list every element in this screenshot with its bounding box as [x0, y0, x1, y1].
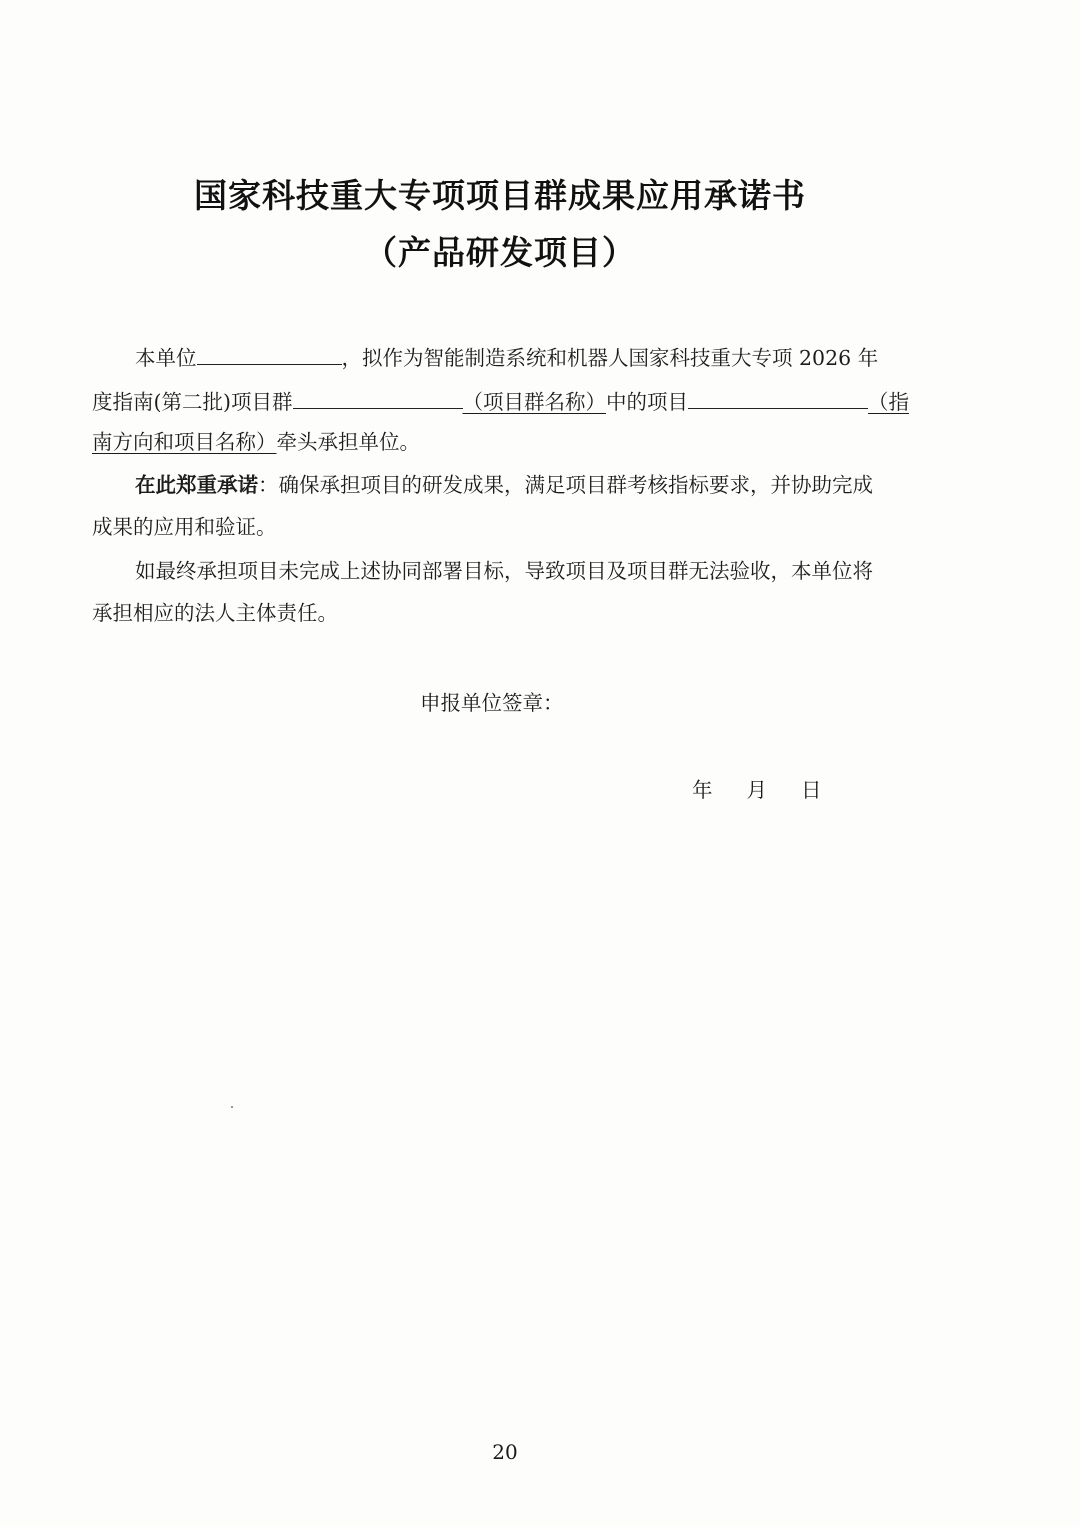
paragraph1-text-c: 中的项目	[606, 390, 688, 414]
paragraph3-line2: 承担相应的法人主体责任。	[92, 601, 338, 625]
guide-direction-hint-end: 南方向和项目名称）	[92, 430, 277, 454]
document-subtitle: （产品研发项目）	[364, 233, 636, 272]
signature-label: 申报单位签章：	[420, 691, 564, 715]
commitment-label: 在此郑重承诺	[135, 473, 258, 497]
document-title: 国家科技重大专项项目群成果应用承诺书	[194, 176, 806, 215]
project-group-name-hint: （项目群名称）	[462, 390, 606, 414]
date-year: 年	[692, 778, 713, 802]
project-group-blank	[293, 386, 463, 409]
page-number: 20	[492, 1440, 518, 1464]
paragraph1-text-b: 度指南(第二批)项目群	[92, 390, 293, 414]
scan-speck	[231, 1106, 233, 1108]
unit-label: 本单位	[135, 346, 197, 370]
commitment-line1	[135, 471, 873, 499]
paragraph1-text-a: ，拟作为智能制造系统和机器人国家科技重大专项 2026 年	[341, 346, 879, 370]
paragraph1-line2	[92, 386, 909, 416]
paragraph1-text-d: 牵头承担单位。	[276, 430, 420, 454]
paragraph1-line1	[135, 342, 878, 372]
project-name-blank	[688, 386, 868, 409]
paragraph3-line1: 如最终承担项目未完成上述协同部署目标，导致项目及项目群无法验收，本单位将	[135, 559, 873, 583]
date-fields	[692, 773, 822, 803]
date-month: 月	[746, 778, 767, 802]
commitment-line2: 成果的应用和验证。	[92, 515, 277, 539]
guide-direction-hint-start: （指	[868, 390, 909, 414]
paragraph1-line3	[92, 428, 420, 456]
date-day: 日	[801, 778, 822, 802]
commitment-text: ：确保承担项目的研发成果，满足项目群考核指标要求，并协助完成	[258, 473, 873, 497]
unit-name-blank	[197, 342, 342, 365]
